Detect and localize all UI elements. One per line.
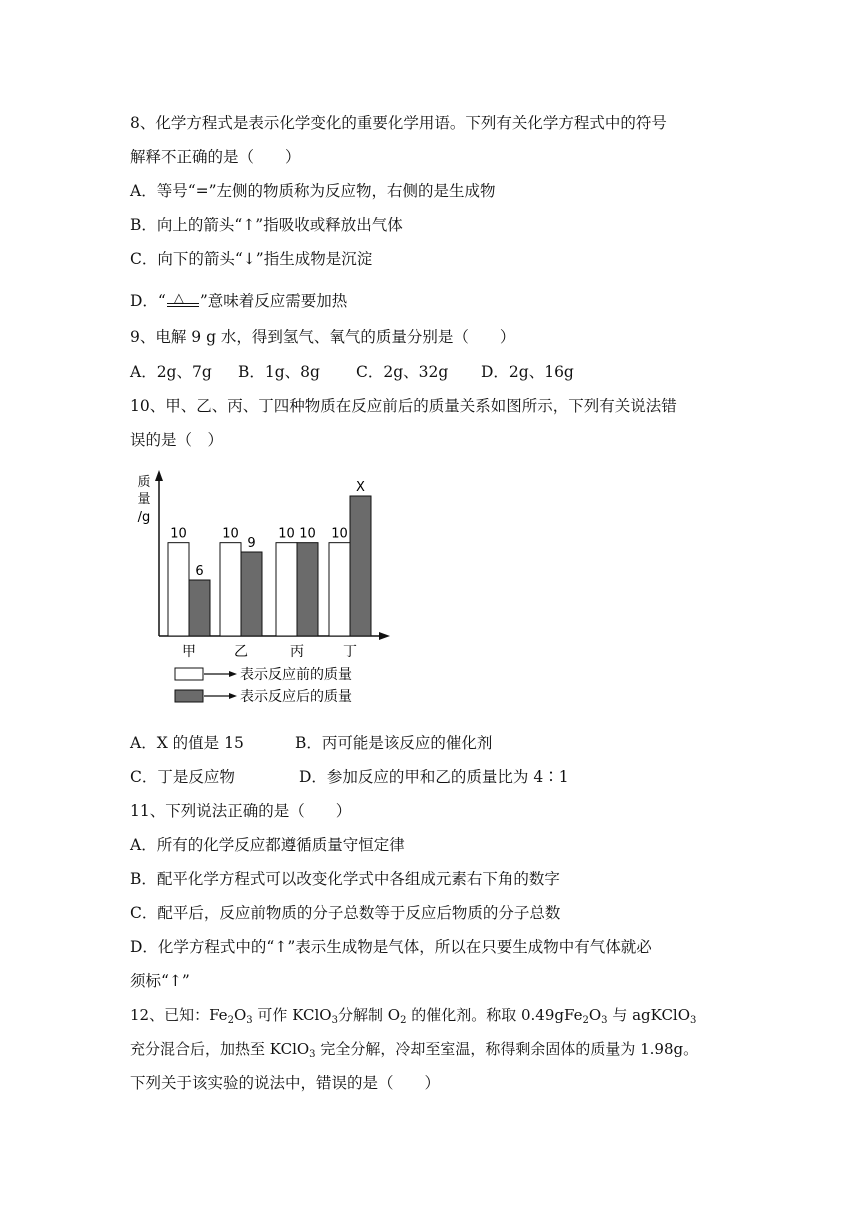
bar-after-1	[189, 580, 210, 636]
q8-option-d-suffix: ”意味着反应需要加热	[199, 292, 348, 310]
chart-legend	[175, 666, 352, 705]
y-axis-label-1: 质	[137, 475, 151, 490]
formula-fe2o3: $Fe_2O_3$	[209, 1006, 253, 1026]
q8-option-d	[130, 291, 347, 311]
mass-bar-chart	[130, 465, 400, 715]
bar-before-1	[168, 543, 189, 636]
bar-before-3	[276, 543, 297, 636]
data-label-after-1: 6	[195, 564, 204, 579]
legend-after-swatch	[175, 690, 203, 702]
q11-option-d-line1: D．化学方程式中的“↑”表示生成物是气体，所以在只要生成物中有气体就必	[130, 938, 652, 956]
chart-bars	[168, 480, 371, 660]
q8-option-d-prefix: D．“	[130, 292, 166, 310]
y-axis-arrow-icon	[155, 470, 163, 481]
bar-after-3	[297, 543, 318, 636]
q9-option-a: A．2g、7g	[130, 363, 212, 381]
q11-option-d-line2: 须标“↑”	[130, 972, 190, 990]
q8-option-a: A．等号“=”左侧的物质称为反应物，右侧的是生成物	[130, 182, 496, 200]
x-axis-arrow-icon	[379, 632, 390, 640]
category-label-3: 丙	[290, 644, 304, 660]
heat-triangle-icon: △	[173, 291, 184, 306]
q11-option-c: C．配平后，反应前物质的分子总数等于反应后物质的分子总数	[130, 904, 561, 922]
q10-stem-line2: 误的是（ ）	[130, 431, 224, 449]
heating-symbol	[166, 291, 200, 311]
q9-option-d: D．2g、16g	[481, 363, 574, 381]
q10-option-d: D．参加反应的甲和乙的质量比为 4∶1	[299, 768, 569, 786]
category-label-2: 乙	[234, 644, 248, 660]
data-label-after-2: 9	[247, 536, 256, 551]
y-axis-label-2: 量	[137, 492, 151, 507]
formula-o2: $O_2$	[387, 1006, 407, 1026]
q11-option-a: A．所有的化学反应都遵循质量守恒定律	[130, 836, 405, 854]
data-label-after-4: X	[356, 480, 365, 495]
formula-kclo3: KClO$_3$	[292, 1006, 338, 1026]
formula-fe2o3-2: $Fe_2O_3$	[564, 1006, 608, 1026]
data-label-before-3: 10	[278, 526, 295, 542]
legend-before-arrow-icon	[229, 671, 237, 677]
q9-stem: 9、电解 9 g 水，得到氢气、氧气的质量分别是（ ）	[130, 328, 516, 346]
y-axis-label-3: /g	[137, 510, 151, 525]
category-label-4: 丁	[343, 644, 357, 660]
formula-kclo3-2: KClO$_3$	[269, 1040, 316, 1060]
q11-option-b: B．配平化学方程式可以改变化学式中各组成元素右下角的数字	[130, 870, 560, 888]
q10-stem-line1: 10、甲、乙、丙、丁四种物质在反应前后的质量关系如图所示，下列有关说法错	[130, 397, 677, 415]
data-label-before-4: 10	[331, 526, 348, 542]
category-label-1: 甲	[182, 644, 196, 660]
q8-option-c: C．向下的箭头“↓”指生成物是沉淀	[130, 250, 373, 268]
q10-option-b: B．丙可能是该反应的催化剂	[295, 734, 493, 752]
q8-option-b: B．向上的箭头“↑”指吸收或释放出气体	[130, 216, 403, 234]
q8-stem-line1: 8、化学方程式是表示化学变化的重要化学用语。下列有关化学方程式中的符号	[130, 114, 667, 132]
data-label-before-1: 10	[170, 526, 187, 542]
bar-after-4	[350, 496, 371, 636]
q12-line3: 下列关于该实验的说法中，错误的是（ ）	[130, 1074, 441, 1092]
bar-before-2	[220, 543, 241, 636]
q12-line1: 12、已知：$Fe_2O_3$ 可作 KClO$_3$分解制 $O_2$ 的催化剂。称取 $0.49gFe_2O_3$ 与 agKClO$_3$	[130, 1006, 697, 1026]
q9-option-b: B．1g、8g	[238, 363, 320, 381]
q8-stem-line2: 解释不正确的是（ ）	[130, 148, 301, 166]
q10-option-c: C．丁是反应物	[130, 768, 235, 786]
legend-after-label: 表示反应后的质量	[240, 689, 352, 705]
data-label-before-2: 10	[222, 526, 239, 542]
data-label-after-3: 10	[299, 526, 316, 542]
bar-before-4	[329, 543, 350, 636]
q12-line2: 充分混合后，加热至 KClO$_3$ 完全分解，冷却至室温，称得剩余固体的质量为 1.98g。	[130, 1040, 699, 1060]
q9-option-c: C．2g、32g	[356, 363, 449, 381]
legend-after-arrow-icon	[229, 693, 237, 699]
q11-stem: 11、下列说法正确的是（ ）	[130, 802, 352, 820]
legend-before-label: 表示反应前的质量	[240, 667, 352, 683]
bar-after-2	[241, 552, 262, 636]
legend-before-swatch	[175, 668, 203, 680]
q10-option-a: A．X 的值是 15	[130, 734, 244, 752]
